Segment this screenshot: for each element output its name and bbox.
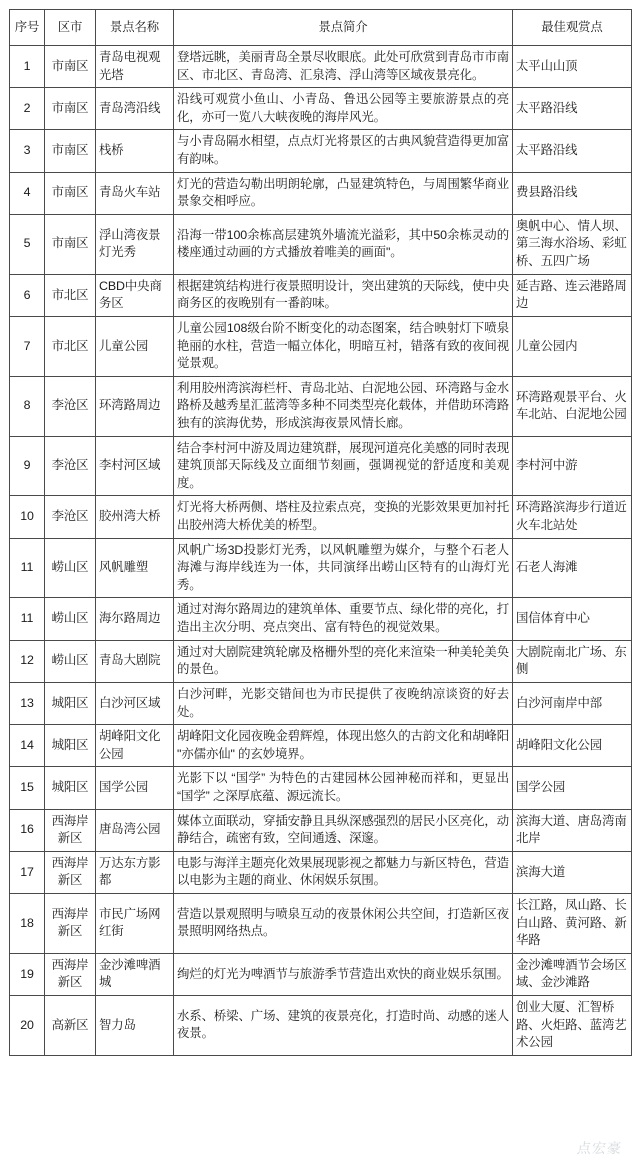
cell-name: 风帆雕塑: [96, 538, 174, 598]
cell-district: 城阳区: [45, 767, 96, 809]
cell-index: 2: [10, 88, 45, 130]
table-row: [10, 893, 632, 953]
cell-desc: 绚烂的灯光为啤酒节与旅游季节营造出欢快的商业娱乐氛围。: [174, 953, 513, 995]
table-row: [10, 316, 632, 376]
cell-name: 市民广场网红街: [96, 893, 174, 953]
cell-view: 金沙滩啤酒节会场区域、金沙滩路: [513, 953, 632, 995]
cell-index: 19: [10, 953, 45, 995]
column-header-view: 最佳观赏点: [513, 10, 632, 46]
cell-view: 费县路沿线: [513, 172, 632, 214]
cell-district: 市北区: [45, 274, 96, 316]
cell-name: 儿童公园: [96, 316, 174, 376]
table-row: [10, 851, 632, 893]
table-row: [10, 214, 632, 274]
cell-district: 西海岸新区: [45, 953, 96, 995]
cell-desc: 电影与海洋主题亮化效果展现影视之都魅力与新区特色，营造以电影为主题的商业、休闲娱乐氛围。: [174, 851, 513, 893]
table-row: [10, 682, 632, 724]
cell-district: 市南区: [45, 46, 96, 88]
cell-name: 环湾路周边: [96, 376, 174, 436]
table-row: [10, 809, 632, 851]
cell-index: 15: [10, 767, 45, 809]
cell-desc: 媒体立面联动，穿插安静且具纵深感强烈的居民小区亮化，动静结合，疏密有致，空间通透、深邃。: [174, 809, 513, 851]
cell-index: 12: [10, 640, 45, 682]
table-row: [10, 376, 632, 436]
cell-view: 奥帆中心、情人坝、第三海水浴场、彩虹桥、五四广场: [513, 214, 632, 274]
cell-district: 市南区: [45, 172, 96, 214]
cell-district: 崂山区: [45, 598, 96, 640]
cell-view: 大剧院南北广场、东侧: [513, 640, 632, 682]
table-row: [10, 172, 632, 214]
cell-desc: 胡峰阳文化园夜晚金碧辉煌，体现出悠久的古韵文化和胡峰阳 "亦儒亦仙" 的玄妙境界。: [174, 725, 513, 767]
cell-view: 延吉路、连云港路周边: [513, 274, 632, 316]
table-row: [10, 436, 632, 496]
cell-view: 太平山山顶: [513, 46, 632, 88]
cell-district: 高新区: [45, 996, 96, 1056]
table-row: [10, 496, 632, 538]
cell-name: 青岛电视观光塔: [96, 46, 174, 88]
cell-desc: 风帆广场3D投影灯光秀，以风帆雕塑为媒介，与整个石老人海滩与海岸线连为一体，共同演绎出崂山区特有的山海灯光秀。: [174, 538, 513, 598]
table-row: [10, 274, 632, 316]
cell-view: 胡峰阳文化公园: [513, 725, 632, 767]
cell-index: 10: [10, 496, 45, 538]
cell-desc: 沿线可观赏小鱼山、小青岛、鲁迅公园等主要旅游景点的亮化，亦可一览八大峡夜晚的海岸风光。: [174, 88, 513, 130]
cell-name: 青岛火车站: [96, 172, 174, 214]
cell-name: 智力岛: [96, 996, 174, 1056]
cell-district: 李沧区: [45, 376, 96, 436]
column-header-name: 景点名称: [96, 10, 174, 46]
cell-desc: 水系、桥梁、广场、建筑的夜景亮化，打造时尚、动感的迷人夜景。: [174, 996, 513, 1056]
cell-desc: 根据建筑结构进行夜景照明设计，突出建筑的天际线，使中央商务区的夜晚别有一番韵味。: [174, 274, 513, 316]
cell-desc: 白沙河畔，光影交错间也为市民提供了夜晚纳凉谈资的好去处。: [174, 682, 513, 724]
cell-desc: 光影下以 “国学” 为特色的古建园林公园神秘而祥和，更显出 “国学” 之深厚底蕴、源远流长。: [174, 767, 513, 809]
cell-index: 18: [10, 893, 45, 953]
cell-view: 李村河中游: [513, 436, 632, 496]
watermark-text: 点宏豪: [576, 1140, 623, 1156]
cell-desc: 沿海一带100余栋高层建筑外墙流光溢彩，其中50余栋灵动的楼座通过动画的方式播放着唯美的画面"。: [174, 214, 513, 274]
cell-desc: 通过对海尔路周边的建筑单体、重要节点、绿化带的亮化，打造出主次分明、亮点突出、富有特色的视觉效果。: [174, 598, 513, 640]
table-row: [10, 88, 632, 130]
cell-district: 市北区: [45, 316, 96, 376]
cell-view: 滨海大道、唐岛湾南北岸: [513, 809, 632, 851]
cell-name: 胡峰阳文化公园: [96, 725, 174, 767]
cell-name: 栈桥: [96, 130, 174, 172]
cell-district: 市南区: [45, 214, 96, 274]
cell-index: 3: [10, 130, 45, 172]
cell-index: 9: [10, 436, 45, 496]
cell-desc: 利用胶州湾滨海栏杆、青岛北站、白泥地公园、环湾路与金水路桥及越秀星汇蓝湾等多种不同类型亮化载体，并借助环湾路独有的滨海优势，形成滨海夜景风情长廊。: [174, 376, 513, 436]
column-header-index: 序号: [10, 10, 45, 46]
cell-name: 青岛大剧院: [96, 640, 174, 682]
cell-name: 青岛湾沿线: [96, 88, 174, 130]
cell-index: 5: [10, 214, 45, 274]
cell-view: 太平路沿线: [513, 88, 632, 130]
cell-name: 国学公园: [96, 767, 174, 809]
cell-view: 太平路沿线: [513, 130, 632, 172]
cell-district: 崂山区: [45, 640, 96, 682]
cell-desc: 通过对大剧院建筑轮廓及格栅外型的亮化来渲染一种美轮美奂的景色。: [174, 640, 513, 682]
cell-index: 13: [10, 682, 45, 724]
cell-desc: 儿童公园108级台阶不断变化的动态图案，结合映射灯下喷泉艳丽的水柱，营造一幅立体化，明暗互衬，错落有致的夜间视觉景观。: [174, 316, 513, 376]
cell-name: 浮山湾夜景灯光秀: [96, 214, 174, 274]
cell-view: 环湾路观景平台、火车北站、白泥地公园: [513, 376, 632, 436]
cell-index: 7: [10, 316, 45, 376]
table-row: [10, 538, 632, 598]
cell-name: 金沙滩啤酒城: [96, 953, 174, 995]
cell-district: 李沧区: [45, 496, 96, 538]
table-row: [10, 130, 632, 172]
cell-desc: 登塔远眺，美丽青岛全景尽收眼底。此处可欣赏到青岛市市南区、市北区、青岛湾、汇泉湾、浮山湾等区域夜景亮化。: [174, 46, 513, 88]
cell-index: 11: [10, 538, 45, 598]
cell-view: 国信体育中心: [513, 598, 632, 640]
cell-name: 唐岛湾公园: [96, 809, 174, 851]
cell-view: 儿童公园内: [513, 316, 632, 376]
cell-district: 市南区: [45, 130, 96, 172]
table-row: [10, 598, 632, 640]
cell-desc: 结合李村河中游及周边建筑群，展现河道亮化美感的同时表现建筑顶部天际线及立面细节刻画，强调视觉的舒适度和美观度。: [174, 436, 513, 496]
cell-view: 白沙河南岸中部: [513, 682, 632, 724]
cell-name: 李村河区域: [96, 436, 174, 496]
table-row: [10, 996, 632, 1056]
cell-index: 8: [10, 376, 45, 436]
cell-district: 西海岸新区: [45, 851, 96, 893]
cell-name: 胶州湾大桥: [96, 496, 174, 538]
cell-district: 西海岸新区: [45, 809, 96, 851]
cell-name: 白沙河区域: [96, 682, 174, 724]
scenic-spots-table: [9, 9, 632, 1056]
column-header-district: 区市: [45, 10, 96, 46]
cell-index: 17: [10, 851, 45, 893]
column-header-desc: 景点简介: [174, 10, 513, 46]
cell-index: 16: [10, 809, 45, 851]
cell-desc: 灯光将大桥两侧、塔柱及拉索点亮，变换的光影效果更加衬托出胶州湾大桥优美的桥型。: [174, 496, 513, 538]
table-row: [10, 640, 632, 682]
cell-district: 崂山区: [45, 538, 96, 598]
cell-district: 市南区: [45, 88, 96, 130]
table-row: [10, 46, 632, 88]
cell-index: 6: [10, 274, 45, 316]
cell-district: 李沧区: [45, 436, 96, 496]
cell-view: 长江路，凤山路、长白山路、黄河路、新华路: [513, 893, 632, 953]
watermark: [577, 1138, 622, 1158]
cell-index: 11: [10, 598, 45, 640]
table-header: [10, 10, 632, 46]
cell-district: 城阳区: [45, 725, 96, 767]
cell-view: 滨海大道: [513, 851, 632, 893]
cell-view: 创业大厦、汇智桥路、火炬路、蓝湾艺术公园: [513, 996, 632, 1056]
cell-district: 城阳区: [45, 682, 96, 724]
cell-name: 海尔路周边: [96, 598, 174, 640]
cell-desc: 灯光的营造勾勒出明朗轮廓，凸显建筑特色，与周围繁华商业景象交相呼应。: [174, 172, 513, 214]
cell-desc: 营造以景观照明与喷泉互动的夜景休闲公共空间，打造新区夜景照明网络热点。: [174, 893, 513, 953]
cell-view: 环湾路滨海步行道近火车北站处: [513, 496, 632, 538]
cell-district: 西海岸新区: [45, 893, 96, 953]
cell-desc: 与小青岛隔水相望，点点灯光将景区的古典风貌营造得更加富有韵味。: [174, 130, 513, 172]
cell-name: CBD中央商务区: [96, 274, 174, 316]
table-row: [10, 953, 632, 995]
table-body: [10, 46, 632, 1056]
cell-index: 14: [10, 725, 45, 767]
cell-view: 石老人海滩: [513, 538, 632, 598]
cell-view: 国学公园: [513, 767, 632, 809]
cell-index: 4: [10, 172, 45, 214]
cell-index: 20: [10, 996, 45, 1056]
table-row: [10, 725, 632, 767]
cell-name: 万达东方影都: [96, 851, 174, 893]
table-row: [10, 767, 632, 809]
table-header-row: [10, 10, 632, 46]
cell-index: 1: [10, 46, 45, 88]
